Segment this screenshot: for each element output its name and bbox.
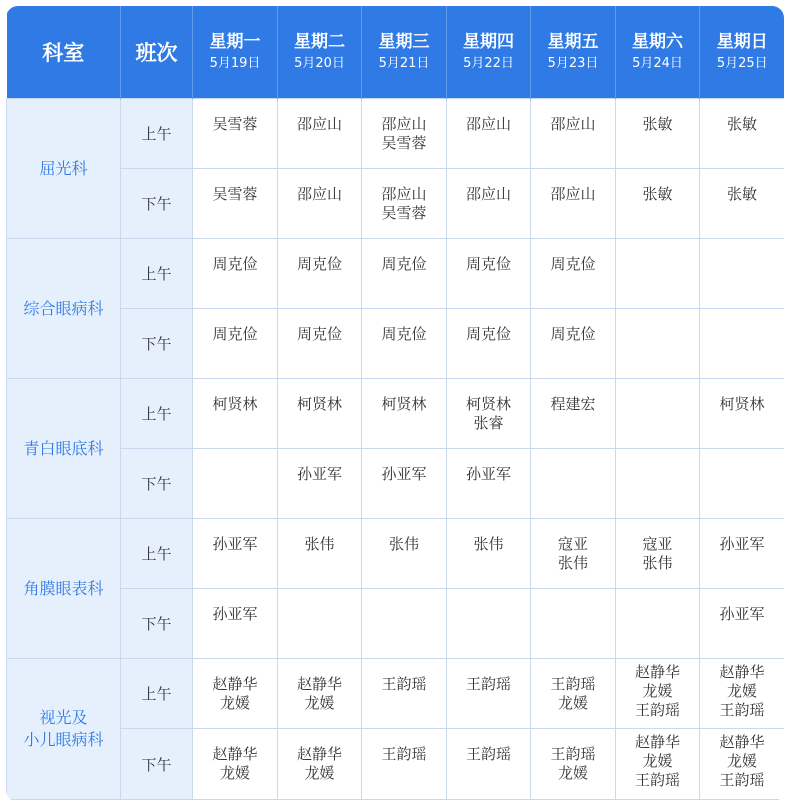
schedule-cell xyxy=(362,449,447,519)
schedule-row xyxy=(7,589,785,659)
doctor-name: 龙媛 xyxy=(642,752,673,770)
schedule-cell xyxy=(278,729,362,800)
day-name: 星期二 xyxy=(294,32,345,52)
schedule-cell xyxy=(362,589,447,659)
doctor-name: 龙媛 xyxy=(304,694,335,712)
doctor-name: 张伟 xyxy=(473,535,504,553)
schedule-cell xyxy=(616,169,700,239)
doctor-name: 王韵瑶 xyxy=(381,675,427,693)
schedule-cell xyxy=(616,99,700,169)
doctor-name: 孙亚军 xyxy=(465,465,511,483)
doctor-name: 王韵瑶 xyxy=(719,771,765,789)
doctor-name: 柯贤林 xyxy=(296,395,342,413)
doctor-name: 吴雪蓉 xyxy=(381,204,427,222)
schedule-cell xyxy=(616,449,700,519)
schedule-cell xyxy=(700,589,785,659)
schedule-cell xyxy=(362,729,447,800)
doctor-name: 邵应山 xyxy=(550,115,596,133)
day-date: 5月21日 xyxy=(378,56,430,71)
doctor-name: 周克俭 xyxy=(212,325,258,343)
schedule-cell xyxy=(278,239,362,309)
shift-label: 上午 xyxy=(121,379,193,449)
schedule-cell xyxy=(531,449,616,519)
doctor-name: 王韵瑶 xyxy=(634,701,680,719)
schedule-cell xyxy=(531,589,616,659)
schedule-cell xyxy=(616,379,700,449)
day-header xyxy=(447,6,531,99)
dept-header: 科室 xyxy=(7,6,121,99)
schedule-cell xyxy=(447,449,531,519)
doctor-name: 赵静华 xyxy=(634,733,680,751)
schedule-cell xyxy=(447,589,531,659)
doctor-name: 柯贤林 xyxy=(465,395,511,413)
day-name: 星期六 xyxy=(632,32,683,52)
schedule-cell xyxy=(362,309,447,379)
doctor-name: 赵静华 xyxy=(212,745,258,763)
schedule-cell xyxy=(193,309,278,379)
day-date: 5月24日 xyxy=(632,56,683,71)
department-label xyxy=(7,659,121,800)
doctor-name: 寇亚 xyxy=(642,535,673,553)
doctor-name: 龙媛 xyxy=(219,694,250,712)
day-header xyxy=(278,6,362,99)
doctor-name: 孙亚军 xyxy=(212,605,258,623)
schedule-cell xyxy=(193,449,278,519)
doctor-name: 王韵瑶 xyxy=(465,745,511,763)
schedule-cell xyxy=(531,169,616,239)
schedule-cell xyxy=(531,519,616,589)
schedule-cell xyxy=(193,519,278,589)
doctor-name: 吴雪蓉 xyxy=(212,185,258,203)
doctor-name: 龙媛 xyxy=(557,764,588,782)
doctor-name: 周克俭 xyxy=(296,325,342,343)
schedule-cell xyxy=(700,449,785,519)
doctor-name: 邵应山 xyxy=(550,185,596,203)
schedule-cell xyxy=(193,659,278,729)
department-name: 综合眼病科 xyxy=(23,298,104,318)
doctor-name: 孙亚军 xyxy=(212,535,258,553)
day-date: 5月22日 xyxy=(463,56,514,71)
doctor-name: 张伟 xyxy=(388,535,419,553)
schedule-cell xyxy=(193,239,278,309)
schedule-cell xyxy=(531,239,616,309)
schedule-row xyxy=(7,309,785,379)
doctor-name: 王韵瑶 xyxy=(719,701,765,719)
doctor-name: 龙媛 xyxy=(726,752,757,770)
schedule-container xyxy=(6,6,784,802)
day-date: 5月25日 xyxy=(716,56,768,71)
schedule-cell xyxy=(700,379,785,449)
doctor-name: 王韵瑶 xyxy=(634,771,680,789)
schedule-cell xyxy=(616,659,700,729)
doctor-name: 孙亚军 xyxy=(296,465,342,483)
shift-label: 下午 xyxy=(121,309,193,379)
doctor-name: 邵应山 xyxy=(296,185,342,203)
department-name-line1: 视光及 xyxy=(39,708,88,727)
doctor-name: 王韵瑶 xyxy=(465,675,511,693)
schedule-cell xyxy=(531,729,616,800)
day-date: 5月23日 xyxy=(547,56,599,71)
doctor-name: 吴雪蓉 xyxy=(212,115,258,133)
doctor-name: 王韵瑶 xyxy=(550,745,596,763)
schedule-row xyxy=(7,239,785,309)
day-date: 5月19日 xyxy=(209,56,261,71)
schedule-cell xyxy=(700,99,785,169)
schedule-cell xyxy=(616,239,700,309)
doctor-name: 柯贤林 xyxy=(719,395,765,413)
schedule-cell xyxy=(362,169,447,239)
schedule-cell xyxy=(362,239,447,309)
schedule-cell xyxy=(531,659,616,729)
department-name-line2: 小儿眼病科 xyxy=(23,730,104,749)
schedule-cell xyxy=(447,729,531,800)
schedule-cell xyxy=(447,99,531,169)
day-header xyxy=(616,6,700,99)
day-name: 星期一 xyxy=(209,32,261,52)
doctor-name: 周克俭 xyxy=(465,255,511,273)
doctor-name: 王韵瑶 xyxy=(381,745,427,763)
schedule-cell xyxy=(193,729,278,800)
department-label xyxy=(7,379,121,519)
shift-label: 下午 xyxy=(121,169,193,239)
doctor-name: 周克俭 xyxy=(381,325,427,343)
doctor-name: 张敏 xyxy=(726,185,757,203)
department-name: 青白眼底科 xyxy=(23,438,104,458)
doctor-name: 周克俭 xyxy=(550,325,596,343)
schedule-cell xyxy=(616,309,700,379)
doctor-name: 赵静华 xyxy=(719,663,765,681)
schedule-cell xyxy=(700,729,785,800)
schedule-cell xyxy=(193,169,278,239)
doctor-name: 周克俭 xyxy=(381,255,427,273)
doctor-name: 赵静华 xyxy=(634,663,680,681)
schedule-cell xyxy=(447,659,531,729)
doctor-name: 张伟 xyxy=(304,535,335,553)
schedule-cell xyxy=(700,169,785,239)
schedule-cell xyxy=(278,449,362,519)
doctor-name: 周克俭 xyxy=(296,255,342,273)
schedule-cell xyxy=(616,589,700,659)
doctor-name: 周克俭 xyxy=(465,325,511,343)
schedule-cell xyxy=(193,379,278,449)
schedule-cell xyxy=(447,379,531,449)
doctor-name: 邵应山 xyxy=(465,185,511,203)
doctor-name: 寇亚 xyxy=(557,535,588,553)
day-name: 星期五 xyxy=(547,32,599,52)
schedule-cell xyxy=(362,519,447,589)
schedule-row xyxy=(7,169,785,239)
schedule-cell xyxy=(278,309,362,379)
doctor-name: 龙媛 xyxy=(726,682,757,700)
day-name: 星期日 xyxy=(716,32,768,52)
doctor-name: 张伟 xyxy=(557,554,588,572)
schedule-cell xyxy=(362,379,447,449)
doctor-name: 龙媛 xyxy=(642,682,673,700)
department-label xyxy=(7,239,121,379)
day-name: 星期三 xyxy=(378,32,430,52)
schedule-cell xyxy=(700,309,785,379)
doctor-name: 张敏 xyxy=(642,115,673,133)
doctor-name: 张敏 xyxy=(642,185,673,203)
doctor-name: 张敏 xyxy=(726,115,757,133)
doctor-name: 王韵瑶 xyxy=(550,675,596,693)
shift-label: 上午 xyxy=(121,99,193,169)
shift-label: 上午 xyxy=(121,239,193,309)
doctor-name: 龙媛 xyxy=(219,764,250,782)
shift-header: 班次 xyxy=(121,6,193,99)
schedule-row xyxy=(7,99,785,169)
schedule-cell xyxy=(531,99,616,169)
doctor-name: 孙亚军 xyxy=(719,535,765,553)
schedule-cell xyxy=(278,659,362,729)
schedule-cell xyxy=(193,99,278,169)
doctor-name: 张睿 xyxy=(473,414,504,432)
doctor-name: 赵静华 xyxy=(296,745,342,763)
schedule-row xyxy=(7,729,785,800)
doctor-name: 周克俭 xyxy=(212,255,258,273)
doctor-name: 龙媛 xyxy=(557,694,588,712)
schedule-cell xyxy=(616,729,700,800)
doctor-name: 赵静华 xyxy=(296,675,342,693)
header-row xyxy=(7,6,785,99)
schedule-cell xyxy=(531,379,616,449)
doctor-name: 孙亚军 xyxy=(381,465,427,483)
doctor-name: 邵应山 xyxy=(381,115,427,133)
schedule-cell xyxy=(531,309,616,379)
doctor-name: 邵应山 xyxy=(381,185,427,203)
doctor-name: 程建宏 xyxy=(550,395,596,413)
schedule-table xyxy=(6,6,784,800)
doctor-name: 孙亚军 xyxy=(719,605,765,623)
day-header xyxy=(700,6,785,99)
shift-label: 上午 xyxy=(121,659,193,729)
doctor-name: 邵应山 xyxy=(465,115,511,133)
schedule-cell xyxy=(278,519,362,589)
department-label xyxy=(7,519,121,659)
schedule-row xyxy=(7,449,785,519)
schedule-cell xyxy=(700,659,785,729)
schedule-cell xyxy=(447,309,531,379)
day-date: 5月20日 xyxy=(294,56,345,71)
schedule-cell xyxy=(447,169,531,239)
schedule-cell xyxy=(362,99,447,169)
schedule-cell xyxy=(278,379,362,449)
schedule-row xyxy=(7,659,785,729)
doctor-name: 赵静华 xyxy=(212,675,258,693)
doctor-name: 柯贤林 xyxy=(381,395,427,413)
doctor-name: 吴雪蓉 xyxy=(381,134,427,152)
doctor-name: 周克俭 xyxy=(550,255,596,273)
schedule-cell xyxy=(447,519,531,589)
department-label xyxy=(7,99,121,239)
doctor-name: 邵应山 xyxy=(296,115,342,133)
day-name: 星期四 xyxy=(463,32,514,52)
doctor-name: 柯贤林 xyxy=(212,395,258,413)
schedule-row xyxy=(7,519,785,589)
shift-label: 上午 xyxy=(121,519,193,589)
doctor-name: 赵静华 xyxy=(719,733,765,751)
schedule-cell xyxy=(278,589,362,659)
shift-label: 下午 xyxy=(121,729,193,800)
schedule-cell xyxy=(278,169,362,239)
shift-label: 下午 xyxy=(121,589,193,659)
schedule-cell xyxy=(362,659,447,729)
schedule-cell xyxy=(278,99,362,169)
schedule-row xyxy=(7,379,785,449)
day-header xyxy=(531,6,616,99)
department-name: 角膜眼表科 xyxy=(23,578,104,598)
department-name: 屈光科 xyxy=(39,158,88,178)
schedule-body xyxy=(7,99,785,800)
doctor-name: 张伟 xyxy=(642,554,673,572)
schedule-cell xyxy=(700,239,785,309)
day-header xyxy=(362,6,447,99)
schedule-cell xyxy=(447,239,531,309)
schedule-cell xyxy=(193,589,278,659)
schedule-cell xyxy=(700,519,785,589)
day-header xyxy=(193,6,278,99)
doctor-name: 龙媛 xyxy=(304,764,335,782)
shift-label: 下午 xyxy=(121,449,193,519)
schedule-cell xyxy=(616,519,700,589)
